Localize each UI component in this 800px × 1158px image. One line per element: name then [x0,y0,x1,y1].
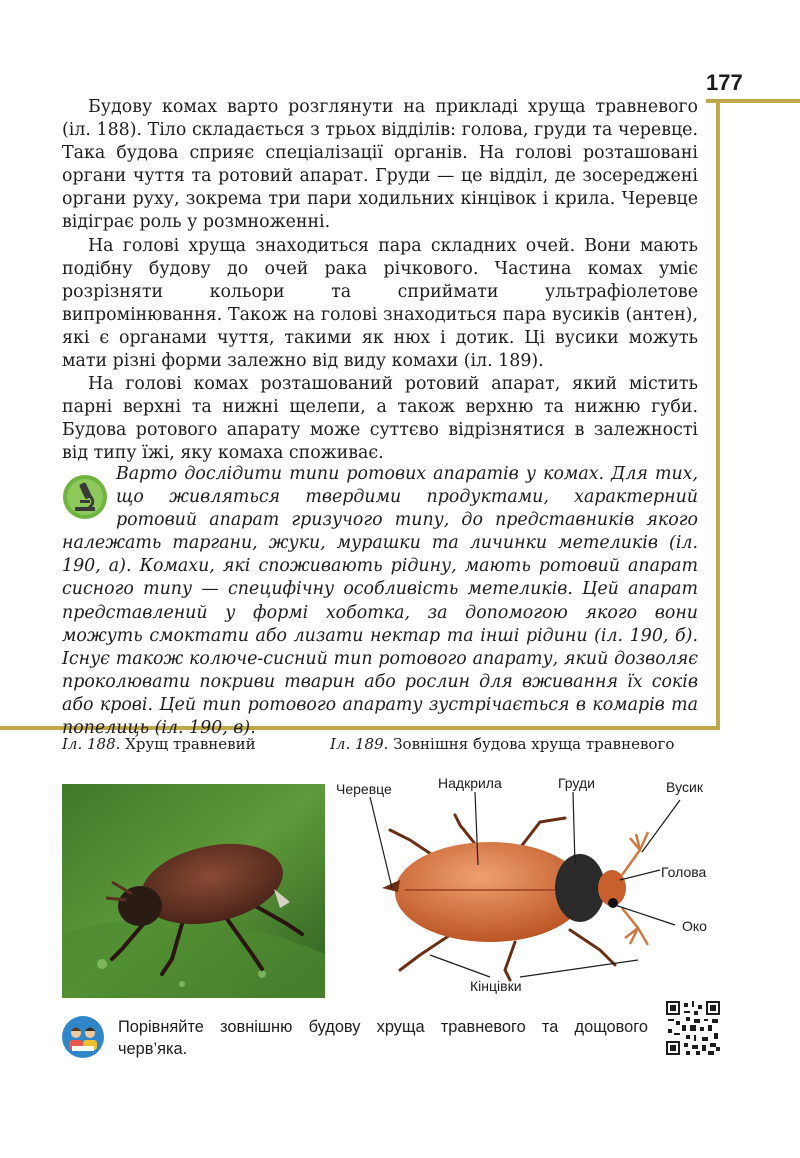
label-thorax: Груди [558,775,595,791]
figure-label: Іл. 188. [62,735,121,753]
label-eye: Око [682,918,707,934]
label-elytra: Надкрила [438,775,502,791]
page-number: 177 [706,70,743,95]
decorative-rule-right [716,99,720,730]
qr-code-icon[interactable] [666,1001,720,1055]
label-abdomen: Черевце [336,781,392,797]
figure-label: Іл. 189. [330,735,389,753]
paragraph: На голові хруща знаходиться пара складних очей. Вони мають подібну будову до очей рака річкового. Частина комах уміє розрізняти кольори та сприймати ультрафіолетове випромінювання. Також на голові знаходиться пара вусиків (антен), які є органами чуття, такими як нюх і дотик. Ці вусики можуть мати різні форми залежно від виду комахи (іл. 189). [62,235,698,372]
cockchafer-diagram [330,770,730,1000]
label-antenna: Вусик [666,779,703,795]
figure-title: Зовнішня будова хруща травневого [393,735,675,753]
decorative-rule-top [706,99,800,103]
cockchafer-photo [62,784,325,998]
figure-188-caption [62,735,256,753]
students-icon [62,1016,104,1058]
label-legs: Кінцівки [470,978,522,994]
label-head: Голова [661,864,707,880]
paragraph: Будову комах варто розглянути на прикладі хруща травневого (іл. 188). Тіло складається з трьох відділів: голова, груди та черевце. Така будова сприяє спеціалізації органів. На голові розташовані органи чуття та ротовий апарат. Груди — це відділ, де зосереджені органи руху, зокрема три пари ходильних кінцівок і крила. Черевце відіграє роль у розмноженні. [62,97,698,233]
task-text: Порівняйте зовнішню будову хруща травневого та дощового черв’яка. [118,1018,648,1058]
research-note [62,463,698,740]
figure-title: Хрущ травневий [125,735,256,753]
figure-189-caption [330,735,674,753]
paragraph: На голові комах розташований ротовий апарат, який містить парні верхні та нижні щелепи, а також верхню та нижню губи. Будова ротового апарату може суттєво відрізнятися в залежності від типу їжі, яку комаха споживає. [62,374,698,464]
research-note-text: Варто дослідити типи ротових апаратів у комах. Для тих, що живляться твердими продуктами, характерний ротовий апарат гризучого типу, до представників якого належать таргани, жуки, мурашки та личинки метеликів (іл. 190, а). Комахи, які споживають рідину, мають ротовий апарат сисного типу — специфічну особливість метеликів. Цей апарат представлений у формі хоботка, за допомогою якого вони можуть смоктати або лизати нектар та інші рідини (іл. 190, б). Існує також колюче-сисний тип ротового апарату, який дозволяє проколювати покриви тварин або рослин для вживання їх соків або крові. Цей тип ротового апарату зустрічається в комарів та попелиць (іл. 190, в). [62,464,698,739]
main-text [62,96,698,466]
